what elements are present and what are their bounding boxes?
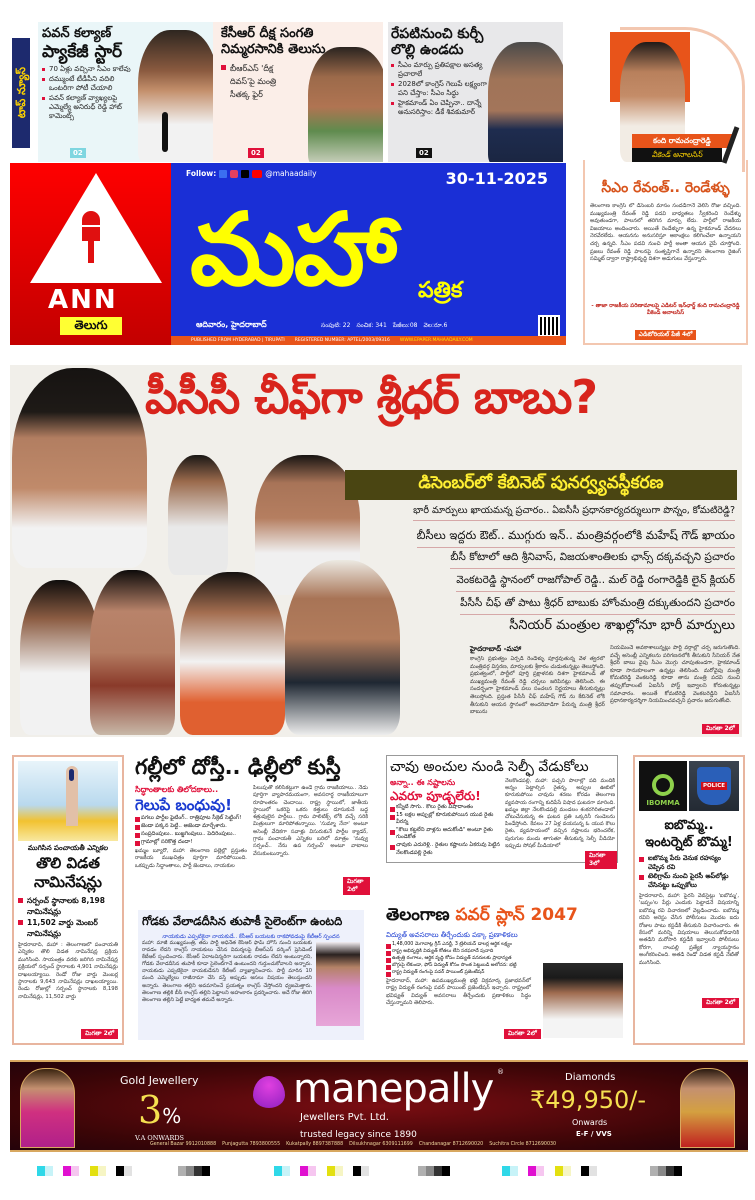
x-icon[interactable] xyxy=(241,170,249,178)
teaser-bullets: బీఆర్ఎస్ 'దీక్ష దివస్'పై మంత్రి సీతక్క ఫైర్ xyxy=(221,62,281,101)
youtube-icon[interactable] xyxy=(252,170,262,178)
galli-story[interactable]: గల్లీలో దోస్తీ.. ఢిల్లీలో కుస్తీ సిద్ధాంతాలకు తిలోదకాలు.. గెలుపే బంధువు! పగలు పార్టీల ఫైటింగ్.. రాత్రిపూట సీక్రెట్ సెట్టింగ్! జెండా పక్కన పెట్టి.. అజెండా మార్చేశారు. సంప్రదింపులు.. బుజ్జగింపులు.. పెదిరింపులు.. గ్రామాల్లో సరికొత్త దందా! ఖమ్మం బ్యూరో, మహా: తెలంగాణ పల్లెల్లో ప్రస్తుతం రాజకీయ ముఖచిత్రం పూర్తిగా మారిపోయింది. ఒకప్పుడు సిద్ధాంతాలు, పార్టీ జెండాలు, నాయకుల పిలుపుతో కలిసికట్టుగా ఉండే గ్రామ రాజకీయాలు.. నేడు పూర్తిగా వ్యాపారమయంగా, అవసరార్థ రాజకీయాలుగా రూపాంతరం చెందాయి. రాష్ట్ర స్థాయిలో, జాతీయ స్థాయిలో ఒకరిపై ఒకరు కత్తులు దూసుకునే బద్ధ శత్రువులైన పార్టీలు.. గ్రామ పాలిటిక్స్ లోకి వచ్చే సరికి మిత్రులుగా మారిపోతున్నాయి. 'సుమ్మా నేనా' అంటూ అసెంబ్లీ వేదికగా సవాళ్లు విసురుకునే పార్టీల క్యాడర్, గ్రామ పంచాయతీ ఎన్నికల బరిలో మాత్రం 'నువ్వు సర్పంచ్.. నేను ఉప సర్పంచ్' అంటూ వాటాలు వేసుకుంటున్నారు. మిగతా 2లో xyxy=(135,755,368,893)
lead-headline: పీసీసీ చీఫ్‌గా శ్రీధర్ బాబు? xyxy=(145,370,598,424)
continue-link[interactable]: మిగతా 2లో xyxy=(343,877,370,895)
analysis-body: తెలంగాణ కాంగ్రెస్ లో డిసెంబర్ మాసం సందడిగానే వెలిసే రోజు వచ్చింది. ముఖ్యమంత్రి రేవంత్ రెడ్డి పదవి బాధ్యతలు స్వీకరించి రెండేళ్ళు అవుతుండగా, పాలనలో తరిగిన మార్పు లేదు. పార్టీలో రాజకీయ విజయాలు అందించారు. అయితే రెండేళ్ళుగా ఉన్న హైకమాండ్ వేదనలు నెరవేరలేదు. ఆయనను అనుసరిస్తూ ఆకాంక్షలు కలిగించేలా ఉన్నాయని చర్చ ఉన్నది. సీఎం పదవి నుంచి పార్టీ అంతా ఆయన వైపే చూస్తోంది. ప్రజలు రేవంత్ రెడ్డి పాలనపై సంతృప్తిగానే ఉన్నారని తెలంగాణ రైజింగ్ సమ్మిట్ ద్వారా రాష్ట్రాభివృద్ధి దిశగా అడుగులు వేస్తున్నారు. xyxy=(590,203,741,263)
evm-illustration xyxy=(18,761,118,841)
channel-language: తెలుగు xyxy=(60,317,122,335)
farmer-headline: చావు అంచుల నుండి సెల్ఫీ వేడుకోలు xyxy=(390,759,589,775)
qr-code-icon[interactable] xyxy=(538,315,560,337)
day-place: ఆదివారం, హైదరాబాద్ xyxy=(196,320,267,329)
masthead-info-strip: PUBLISHED FROM HYDERABAD | TIRUPATI REGISTERED NUMBER: APTEL/2003/09316 WWW.EPAPER.MAHAADAILY.COM xyxy=(171,336,566,345)
ktr-story[interactable]: గోడకు వేలాడదీసిన తుపాకీ సైలెంట్‌గా ఉంటది నాయకుడు ఎప్పటికైనా నాయకుడే.. కేసీఆర్ బయటకు రాకపోవడంపై కేటీఆర్ స్పందన మహా: మాజీ ముఖ్యమంత్రి, తమ పార్టీ అధినేత కేసీఆర్ ఫామ్ హౌస్ నుంచి బయటకు రావడం లేదని కాంగ్రెస్ నాయకులు చేసిన విమర్శలపై బీఆర్ఎస్ వర్కింగ్ ప్రెసిడెంట్ కేటీఆర్ స్పందించారు. కేసీఆర్ ఏరాటచిన్నరిగా బయటకు రావడం లేదని అంటున్నారని, గోడకు వేలాడదీసిన తుపాకీ కూడా సైలెంట్‌గానే ఉంటుందని గుర్తుంచుకోవాలని అన్నారు. నాయకుడు ఎప్పటికైనా నాయకుడేనని కేటీఆర్ వ్యాఖ్యానించారు. పార్టీ మారిన 10 మంది ఎమ్మెల్యేలు రాజీనామా చేసి వస్తే అప్పుడు అసలు విషయం తెలుస్తుందని అన్నారు. తెలంగాణ తల్లిని అవమానించే ప్రయత్నం కాంగ్రెస్ చేస్తోందని ధ్వజమెత్తారు. తెలంగాణ తల్లికి బీసీ కాంగ్రెస్ తల్లిని పెట్టాలని అహంకారం ప్రదర్శించారు. అదే రోజు తిరిగి తెలంగాణ తల్లిని పెట్టే బాధ్యత తమదే అన్నారు. xyxy=(138,910,364,1040)
teaser-bullets: సీఎం మార్పు ప్రతిపక్షాల అసత్య ప్రచారాలే 2028లో కాంగ్రెస్ గెలుపే లక్ష్యంగా పని చేస్తాం: సీఎం సిద్ధు హైకమాండ్ ఏం చెప్పినా.. దాన్నే అనుసరిస్తాం: డీకే శివకుమార్ xyxy=(391,61,488,117)
farmer-story[interactable]: చావు అంచుల నుండి సెల్ఫీ వేడుకోలు అన్నా.. ఈ నష్టాలను ఎవరూ పూడ్చలేరు! కన్నీటి సాగు.. కౌలు రైతు విషాదాంతం 15 లక్షల అప్పుల్లో కూరుకుపోయిన యువ రైతు వీరన్న "కౌలు కట్టలేని వాళ్లను ఆదుకోండి" అంటూ రైతు గుండెకోత చావుకు ఎదురెళ్లి.. రైతుల కష్టాలను ఏకరువు పెట్టిన నేలకొండపల్లి రైతు నేలకొండపల్లి, మహా: పచ్చని పొలాల్లో పది మందికి అన్నం పెట్టాల్సిన రైతన్న, అప్పుల ఊబిలో కూరుకుపోయి చావును శరణు కోరడం తెలంగాణ వ్యవసాయ రంగాన్ని కుదిపేసే విషాద ఘటనగా మారింది. ఖమ్మం జిల్లా నేలకొండపల్లి మండలం శంకరగిరితండాలో చోటుచేసుకున్న ఈ ఘటన ప్రతి ఒక్కరినీ గుండెలను పిండేస్తోంది. కేవలం 27 ఏళ్ల వయసున్న ఓ యువ కౌలు రైతు, వ్యవసాయంలో వచ్చిన నష్టాలను భరించలేక, పురుగుల మందు తాగుతూ తీసుకున్న సెల్ఫీ వీడియో ఇప్పుడు సోషల్ మీడియాలో మిగతా 3లో xyxy=(386,755,618,863)
galli-headline: గల్లీలో దోస్తీ.. ఢిల్లీలో కుస్తీ xyxy=(135,755,341,779)
photo-sridhar-babu xyxy=(12,368,147,568)
columnist-column-band: వీకెండ్ అనాలసిస్ xyxy=(632,148,722,162)
continue-link[interactable]: మిగతా 2లో xyxy=(504,1029,541,1039)
continue-link[interactable]: మిగతా 2లో xyxy=(702,724,739,734)
panchayat-headline: తొలి విడత నామినేషన్లు xyxy=(34,854,102,891)
continue-link[interactable]: ఎడిటోరియల్ పేజీ 4లో xyxy=(635,330,697,340)
teaser-kcr[interactable]: కేసీఆర్ దీక్ష సంగతి నిమ్మరసానికి తెలుసు బీఆర్ఎస్ 'దీక్ష దివస్'పై మంత్రి సీతక్క ఫైర్ 02 xyxy=(213,22,383,162)
brand-name: manepally xyxy=(293,1066,494,1112)
photo-leader-6 xyxy=(180,572,285,735)
photo-leader-7 xyxy=(285,560,400,735)
lead-body-col2: నియమించే అవకాశాలున్నట్లు పార్టీ వర్గాల్లో చర్చ జరుగుతోంది. వచ్చే అసెంబ్లీ ఎన్నికలను పరిగణనలోకి తీసుకుని సీనియర్ నేత శ్రీధర్ బాబు వైపు సీఎం మొగ్గు చూపుతుండగా, హైకమాండ్ కూడా సానుకూలంగా ఉన్నట్లు తెలిసింది. మరోవైపు మంత్రి కోమటిరెడ్డి వెంకటరెడ్డి కూడా తాను మంత్రి పదవి నుంచి తప్పుకోవాలంటే ఏఐసీసీ పోస్ట్ ఇవ్వాలని కోరుతున్నట్లు సమాచారం. అయితే కోమటిరెడ్డి వెంకటరెడ్డిని ఏఐసీసీ ప్రధానకార్యదర్శిగా నియమించవచ్చని ప్రచారం జరుగుతోంది. xyxy=(610,645,740,705)
ibomma-logo: IBOMMA xyxy=(639,761,687,811)
photo-vijayashanti xyxy=(90,570,175,735)
mic-icon xyxy=(162,112,168,152)
continue-link[interactable]: మిగతా 2లో xyxy=(702,998,739,1008)
store-list: General Bazar 9912010888 Punjagutta 7893800555 Kukatpally 8897387888 Dilsukhnagar 6309111699 Chandanagar 8712690020 Suchitra Circle 8712690030 xyxy=(150,1142,557,1147)
lead-body-col1: కాంగ్రెస్ ప్రభుత్వం ఏర్పడి రెండేళ్ళు పూర్తవుతున్న వేళ త్వరలో మంత్రివర్గ విస్తరణ, మార్పులకు శ్రీకారం చుడుతున్నట్లు తెలుస్తోంది. ప్రభుత్వంలో, పార్టీలో పూర్తి ప్రక్షాళనకు దిశగా హైకమాండ్ తో ముఖ్యమంత్రి రేవంత్ రెడ్డి చర్చలు జరిపినట్లు తెలిసింది. ఈ సందర్భంగా హైకమాండ్ పలు సంచలన నిర్ణయాలు తీసుకున్నట్లు తెలుస్తోంది. ప్రస్తుత పీసీసీ చీఫ్ మహేష్ గౌడ్ ను కేబినెట్ లోకి తీసుకుని ఆయన స్థానంలో అందరివాడిగా పేరున్న మంత్రి శ్రీధర్ బాబును xyxy=(470,656,605,716)
photo-bhatti xyxy=(543,963,623,1038)
lead-deck-2: బీసీలు ఇద్దరు ఔట్.. ముగ్గురు ఇన్.. మంత్రివర్గంలోకి మహేష్ గౌడ్ ఖాయం xyxy=(417,528,735,548)
ad-model-left xyxy=(20,1068,75,1148)
teaser-pawan[interactable]: పవన్ కల్యాణ్ ప్యాకేజీ స్టార్ 70 ఏళ్లు వచ్చినా సీఎం కాలేవు దమ్ముంటే టీడీపీని వదిలి ఒంటరిగా పోటీ చేయాలి పవన్ కల్యాణ్ వ్యాఖ్యలపై ఎమ్మెల్యే అనిరుధ్ రెడ్డి హాట్ కామెంట్స్ 02 xyxy=(38,22,213,162)
channel-logo-block xyxy=(10,163,171,345)
ibomma-box[interactable]: IBOMMA POLICE ఐబొమ్మ.. ఇంటర్నెట్ బొమ్మ! ఐబొమ్మ పేరు వెనుక రహస్యం చెప్పిన రవి టెలిగ్రామ్ నుంచి పైరసీ అప్‌లోడ్లు చేసినట్టు ఒప్పుకోలు హైదరాబాద్, మహా: పైరసీ వెబ్‌సైట్లు 'ఐబొమ్మ', 'బప్పం'ల పేర్లు ఎందుకు పెట్టాడనే విషయాన్ని ఐబొమ్మ రవి విచారణలో వెల్లడించాడు. ఐబొమ్మ రవిని అరెస్టు చేసిన పోలీసులు మొదట ఐదు రోజుల పాటు కస్టడీకి తీసుకుని విచారించారు. ఈ కేసులో మరిన్ని విషయాలు తెలుసుకోవడానికి అతడిని మరోసారి కస్టడీకి ఇవ్వాలని పోలీసులు కోరగా, నాంపల్లి ప్రత్యేక న్యాయస్థానం అంగీకరించింది. అతడి రెండో విడత కస్టడీ నేటితో ముగిసింది. మిగతా 2లో xyxy=(633,755,745,1045)
masthead: Follow: @mahaadaily 30-11-2025 ఆదివారం, హైదరాబాద్ సంపుటి: 22 సంచిక: 341 పేజీలు:08 వెల:రూ.6 xyxy=(171,163,566,345)
channel-logo-text: ANN xyxy=(48,285,118,315)
lead-deck-3: బీసీ కోటాలో ఆది శ్రీనివాస్, విజయశాంతిలకు ఛాన్స్ దక్కవచ్చని ప్రచారం xyxy=(450,551,735,569)
lead-subheadline: డిసెంబర్‌లో కేబినెట్ పునర్వ్యవస్థీకరణ xyxy=(345,470,737,500)
top-news-label: టాప్ న్యూస్ xyxy=(12,38,30,148)
panchayat-box[interactable]: ముగిసిన పంచాయతీ ఎన్నికల తొలి విడత నామినేషన్లు సర్పంచ్ స్థానాలకు 8,198 నామినేషన్లు 11,502 వార్డు మెంబర్ నామినేషన్లు హైదరాబాద్, మహా : తెలంగాణలో పంచాయతీ ఎన్నికల తొలి విడత నామినేషన్ల ప్రక్రియ ముగిసింది. సాయంత్రం వరకు జరిగిన నామినేషన్ల ప్రక్రియలో సర్పంచ్ స్థానాలకు 4,901 నామినేషన్లు దాఖలయ్యాయి. రెండో రోజు వార్డు మెంబర్ల స్థానాలకు 9,643 నామినేషన్లు దాఖలయ్యాయి. రెండు రోజుల్లో సర్పంచ్ స్థానాలకు 8,198 నామినేషన్లు, 11,502 వార్డు మిగతా 2లో xyxy=(12,755,124,1045)
lead-deck-4: వెంకటరెడ్డి స్థానంలో రాజగోపాల్ రెడ్డి.. మల్ రెడ్డి రంగారెడ్డికి లైన్ క్లియర్ xyxy=(456,574,735,592)
manepally-advertisement[interactable]: Gold Jewellery 3% V.A ONWARDS manepally ® Jewellers Pvt. Ltd. trusted legacy since 1890 Diamonds ₹49,950/- Onwards E-F / VVS General Bazar 9912010888 Punjagutta 7893800555 Kukatpally 8897387888 Dilsukhnagar 6309111699 Chandanagar 8712690020 Suchitra Circle 8712690030 xyxy=(10,1060,748,1152)
facebook-icon[interactable] xyxy=(219,170,227,178)
ibomma-headline: ఐబొమ్మ.. ఇంటర్నెట్ బొమ్మ! xyxy=(645,818,733,850)
columnist-name-band: కంది రామచంద్రారెడ్డి xyxy=(632,134,732,148)
power-story[interactable]: తెలంగాణ పవర్ ప్లాన్ 2047 విద్యుత్ అవసరాలు తీర్చేందుకు పక్కా ప్రణాళికలు 1,48,000 మెగావాట్ల గ్రీన్ ఎనర్జీ, 3 ట్రిలియన్ డాలర్ల ఆర్థిక లక్ష్యం రాష్ట్ర అభివృద్ధికి విద్యుత్ కోతలు లేని సరఫరాదే పునాది ఉత్పత్తి రంగాలు, ఆర్థిక వృద్ధి కోసం విద్యుత్ వనరులకు ప్రాధాన్యత బొగ్గుపై లేకుండా, ఫోస్ విద్యుత్ కోసం సొంత పెట్టుబడి అలోచన: భట్టి రాష్ట్ర విద్యుత్ రంగంపై పవర్ పాయింట్ ప్రజెంటేషన్ హైదరాబాద్, మహా: ఉపముఖ్యమంత్రి భట్టి విక్రమార్క ప్రజాభవన్‌లో రాష్ట్ర విద్యుత్ రంగంపై పవర్ పాయింట్ ప్రజెంటేషన్ ఇచ్చారు. రాష్ట్రంలో భవిష్యత్ విద్యుత్ అవసరాలు తీర్చేందుకు ప్రణాళికలు సిద్ధం చేస్తున్నామని తెలిపారు. మిగతా 2లో xyxy=(386,905,626,1040)
issue-date: 30-11-2025 xyxy=(445,169,548,188)
instagram-icon[interactable] xyxy=(230,170,238,178)
columnist-teaser[interactable] xyxy=(580,22,750,172)
film-reel-icon xyxy=(652,774,674,796)
teaser-dks[interactable]: రేపటినుంచి కుర్చీ లొల్లి ఉండదు సీఎం మార్పు ప్రతిపక్షాల అసత్య ప్రచారాలే 2028లో కాంగ్రెస్ గెలుపే లక్ష్యంగా పని చేస్తాం: సీఎం సిద్ధు హైకమాండ్ ఏం చెప్పినా.. దాన్నే అనుసరిస్తాం: డీకే శివకుమార్ 02 xyxy=(388,22,563,162)
lead-deck-1: భారీ మార్పులు ఖాయమన్న ప్రచారం.. ఏఐసీసీ ప్రధానకార్యదర్శులుగా పొన్నం, కోమటిరెడ్డి? xyxy=(413,505,735,521)
analysis-byline: - తాజా రాజకీయ పరిణామాలపై ఎడిటర్ ఇన్‌ఛార్జ్ కంది రామచంద్రారెడ్డి వీకెండ్ అనాలసిస్ xyxy=(591,303,740,316)
masthead-subtitle: పత్రిక xyxy=(418,278,463,303)
teaser-photo xyxy=(488,42,563,162)
microphone-icon xyxy=(82,211,100,263)
continue-link[interactable]: మిగతా 2లో xyxy=(81,1029,118,1039)
continue-link[interactable]: మిగతా 3లో xyxy=(585,851,617,869)
analysis-box[interactable] xyxy=(583,160,748,345)
teaser-photo xyxy=(138,30,213,162)
photo-leader-4 xyxy=(20,580,100,735)
teaser-bullets: 70 ఏళ్లు వచ్చినా సీఎం కాలేవు దమ్ముంటే టీడీపీని వదిలి ఒంటరిగా పోటీ చేయాలి పవన్ కల్యాణ్ వ్యాఖ్యలపై ఎమ్మెల్యే అనిరుధ్ రెడ్డి హాట్ కామెంట్స్ xyxy=(42,65,138,121)
police-badge-icon: POLICE xyxy=(689,761,739,811)
photo-leader-2 xyxy=(168,455,228,575)
ad-model-right xyxy=(680,1068,735,1148)
lead-deck-5: పీసీసీ చీఫ్ తో పాటు శ్రీధర్ బాబుకు హోంమంత్రి దక్కుతుందని ప్రచారం xyxy=(460,597,735,615)
photo-ktr xyxy=(316,942,360,1026)
lotus-logo-icon xyxy=(253,1076,285,1108)
analysis-headline: సీఎం రేవంత్.. రెండేళ్ళు xyxy=(601,180,730,196)
lead-dateline: హైదరాబాద్ -మహా xyxy=(470,645,522,653)
masthead-title: మహా xyxy=(190,191,396,308)
ktr-headline: గోడకు వేలాడదీసిన తుపాకీ సైలెంట్‌గా ఉంటది xyxy=(142,914,343,928)
lead-deck-6: సీనియర్ మంత్రుల శాఖల్లోనూ భారీ మార్పులు xyxy=(509,618,735,633)
